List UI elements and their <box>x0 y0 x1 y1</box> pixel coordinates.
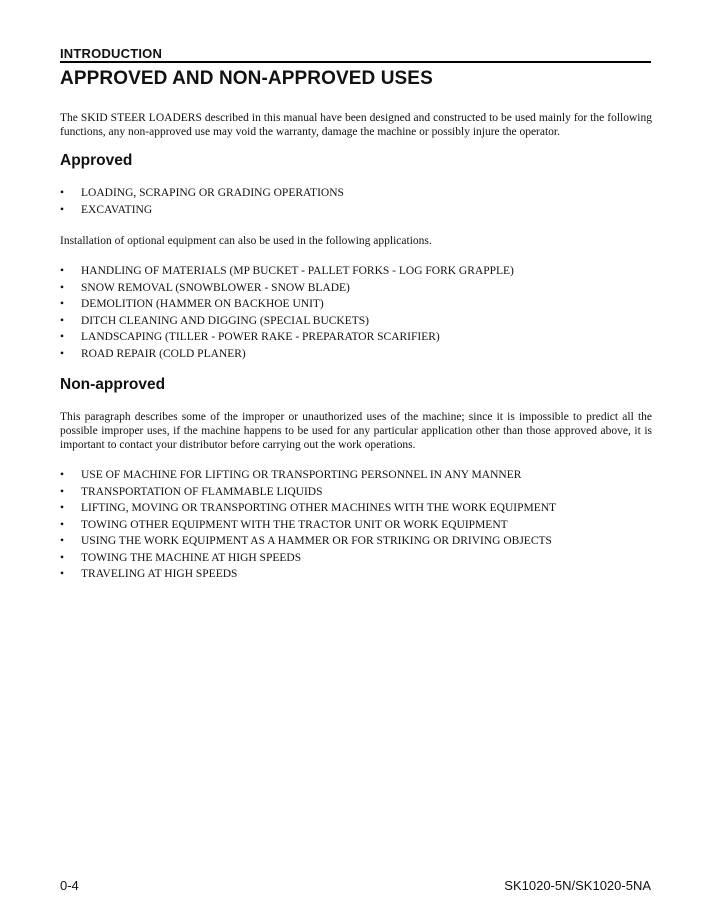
list-item-text: SNOW REMOVAL (SNOWBLOWER - SNOW BLADE) <box>81 281 350 294</box>
list-item-text: USING THE WORK EQUIPMENT AS A HAMMER OR FOR STRIKING OR DRIVING OBJECTS <box>81 535 552 547</box>
list-item-text: ROAD REPAIR (COLD PLANER) <box>81 347 246 360</box>
list-item-text: LANDSCAPING (TILLER - POWER RAKE - PREPARATOR SCARIFIER) <box>81 331 440 343</box>
list-item-text: LIFTING, MOVING OR TRANSPORTING OTHER MACHINES WITH THE WORK EQUIPMENT <box>81 502 557 514</box>
bullet-icon: • <box>60 331 65 343</box>
list-item <box>60 313 652 330</box>
bullet-icon: • <box>60 535 65 547</box>
list-item <box>60 346 652 363</box>
bullet-icon: • <box>60 485 65 498</box>
list-item-text: DITCH CLEANING AND DIGGING (SPECIAL BUCKETS) <box>81 314 370 327</box>
intro-paragraph: The SKID STEER LOADERS described in this manual have been designed and constructed to be used mainly for the following functions, any non-approved use may void the warranty, damage the machine or possibly injure the operator. <box>60 112 652 138</box>
list-item-text: EXCAVATING <box>81 203 153 216</box>
bullet-icon: • <box>60 298 65 310</box>
list-item-text: DEMOLITION (HAMMER ON BACKHOE UNIT) <box>81 298 324 310</box>
page-title: APPROVED AND NON-APPROVED USES <box>60 68 433 89</box>
non-approved-heading: Non-approved <box>60 376 166 393</box>
bullet-icon: • <box>60 502 65 514</box>
list-item <box>60 550 652 567</box>
list-item-text: USE OF MACHINE FOR LIFTING OR TRANSPORTING PERSONNEL IN ANY MANNER <box>81 469 522 481</box>
optional-equipment-intro: Installation of optional equipment can also be used in the following applications. <box>60 235 432 247</box>
bullet-icon: • <box>60 265 65 277</box>
list-item <box>60 263 652 280</box>
list-item <box>60 500 652 517</box>
approved-primary-list <box>60 185 652 218</box>
bullet-icon: • <box>60 518 65 531</box>
page-number: 0-4 <box>60 878 79 893</box>
bullet-icon: • <box>60 203 65 216</box>
bullet-icon: • <box>60 568 65 580</box>
bullet-icon: • <box>60 314 65 327</box>
list-item-text: TOWING OTHER EQUIPMENT WITH THE TRACTOR UNIT OR WORK EQUIPMENT <box>81 518 508 531</box>
list-item-text: HANDLING OF MATERIALS (MP BUCKET - PALLET FORKS - LOG FORK GRAPPLE) <box>81 265 514 277</box>
list-item-text: TRANSPORTATION OF FLAMMABLE LIQUIDS <box>81 485 323 498</box>
bullet-icon: • <box>60 347 65 360</box>
bullet-icon: • <box>60 187 65 199</box>
list-item <box>60 185 652 202</box>
list-item <box>60 517 652 534</box>
list-item-text: TRAVELING AT HIGH SPEEDS <box>81 568 238 580</box>
header-rule <box>60 61 651 63</box>
section-label: INTRODUCTION <box>60 46 163 61</box>
bullet-icon: • <box>60 551 65 564</box>
non-approved-list <box>60 467 652 583</box>
bullet-icon: • <box>60 469 65 481</box>
list-item <box>60 533 652 550</box>
list-item-text: LOADING, SCRAPING OR GRADING OPERATIONS <box>81 187 344 199</box>
list-item <box>60 296 652 313</box>
approved-optional-list <box>60 263 652 362</box>
model-number: SK1020-5N/SK1020-5NA <box>504 878 651 893</box>
non-approved-paragraph: This paragraph describes some of the improper or unauthorized uses of the machine; since it is impossible to predict all the possible improper uses, if the machine happens to be used for any particular application other than those approved above, it is important to contact your distributor before carrying out the work operations. <box>60 411 652 451</box>
list-item <box>60 484 652 501</box>
list-item <box>60 566 652 583</box>
approved-heading: Approved <box>60 152 133 169</box>
list-item <box>60 467 652 484</box>
bullet-icon: • <box>60 281 65 294</box>
list-item <box>60 280 652 297</box>
list-item-text: TOWING THE MACHINE AT HIGH SPEEDS <box>81 551 302 564</box>
list-item <box>60 202 652 219</box>
list-item <box>60 329 652 346</box>
